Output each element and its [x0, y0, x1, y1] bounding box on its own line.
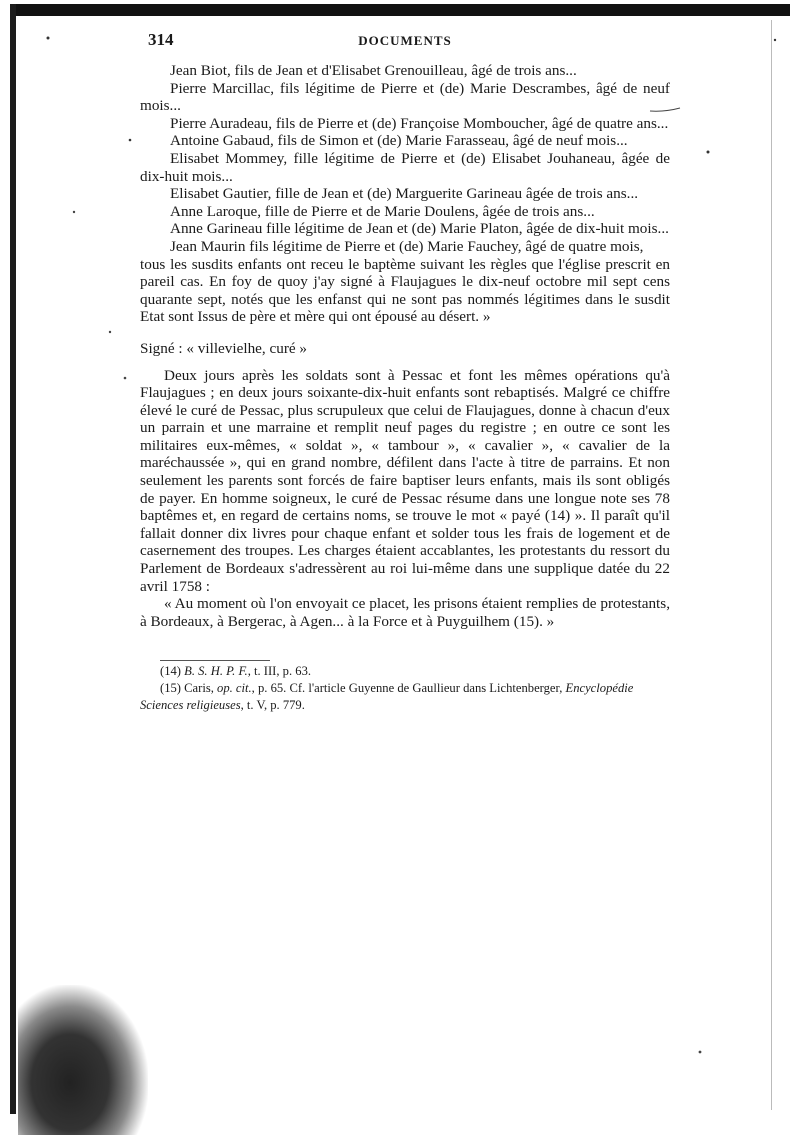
footnote-opcit: op. cit.	[217, 681, 252, 696]
baptism-entry: Jean Biot, fils de Jean et d'Elisabet Grenouilleau, âgé de trois ans...	[170, 62, 577, 79]
baptism-list	[140, 62, 670, 256]
baptism-entry: Anne Garineau fille légitime de Jean et (de) Marie Platon, âgée de dix-huit mois...	[170, 220, 669, 238]
footnote-work: Encyclopédie Sciences religieuses	[140, 681, 634, 713]
running-head: DOCUMENTS	[358, 33, 452, 48]
baptism-entry: Pierre Marcillac, fils légitime de Pierre et (de) Marie Descrambes, âgé de neuf mois...	[140, 79, 670, 115]
baptism-entry: Elisabet Gautier, fille de Jean et (de) Marguerite Garineau âgée de trois ans...	[170, 185, 639, 203]
baptism-entry: Jean Maurin fils légitime de Pierre et (de) Marie Fauchey, âgé de quatre mois,	[170, 237, 644, 255]
footnotes	[140, 660, 670, 714]
footnote-marker: (15)	[160, 681, 181, 696]
quote-paragraph: « Au moment où l'on envoyait ce placet, les prisons étaient remplies de protestants, à Bordeaux, à Bergerac, à Agen... à la Force et à Puyguilhem (15). »	[140, 595, 670, 630]
footnote-15	[140, 680, 670, 714]
footnote-ref: B. S. H. P. F.	[184, 664, 248, 679]
footnote-text: , p. 65. Cf. l'article Guyenne de Gaullieur dans Lichtenberger,	[251, 681, 563, 696]
signature: Signé : « villevielhe, curé »	[140, 339, 308, 357]
body-paragraph: Deux jours après les soldats sont à Pessac et font les mêmes opérations qu'à Flaujagues ; en deux jours soixante-dix-huit enfants sont rebaptisés. Malgré ce chiffre élevé le curé de Pessac, plus scrupuleux que celui de Flaujagues, donne à chacun d'eux un parrain et une marraine et remplit neuf pages du registre ; en outre ce sont les militaires eux-mêmes, « soldat », « tambour », « cavalier », « cavalier de la maréchaussée », qui en grand nombre, défilent dans l'acte à titre de parrains. Et non seulement les parents sont forcés de faire baptiser leurs enfants, mais ils sont obligés de payer. En homme soigneux, le curé de Pessac résume dans une longue note ses 78 baptêmes et, en regard de certains noms, se trouve le mot « payé (14) ». Il paraît qu'il fallait donner dix livres pour chaque enfant et solder tous les frais de logement et de casernement des troupes. Les charges étaient accablantes, les protestants du ressort du Parlement de Bordeaux s'adressèrent au roi lui-même dans une supplique datée du 22 avril 1758 :	[140, 366, 670, 595]
page-number: 314	[148, 30, 174, 49]
baptism-entry: Antoine Gabaud, fils de Simon et (de) Marie Farasseau, âgé de neuf mois...	[170, 132, 628, 150]
footnote-14	[140, 663, 670, 680]
footnote-text: , t. V, p. 779.	[240, 698, 305, 713]
footnote-marker: (14)	[160, 664, 181, 679]
footnote-author: Caris,	[184, 681, 214, 696]
footnote-text: , t. III, p. 63.	[247, 664, 312, 679]
footnote-rule	[160, 660, 270, 661]
baptism-entry: Pierre Auradeau, fils de Pierre et (de) Françoise Momboucher, âgé de quatre ans...	[170, 114, 669, 132]
baptism-entry: Anne Laroque, fille de Pierre et de Marie Doulens, âgée de trois ans...	[170, 202, 595, 220]
page-header	[140, 30, 670, 50]
document-page	[140, 30, 670, 714]
scan-ink-blot	[18, 985, 148, 1135]
closing-text: tous les susdits enfants ont receu le baptème suivant les règles que l'église prescrit en pareil cas. En foy de quoy j'ay signé à Flaujagues le dix-neuf octobre mil sept cens quarante sept, notés que les enfanst qui ne sont pas nommés légitimes dans le susdit Etat sont Issus de père et mère qui ont épousé au désert. »	[140, 255, 670, 326]
baptism-entry: Elisabet Mommey, fille légitime de Pierre et (de) Elisabet Jouhaneau, âgée de dix-huit mois...	[140, 149, 670, 185]
